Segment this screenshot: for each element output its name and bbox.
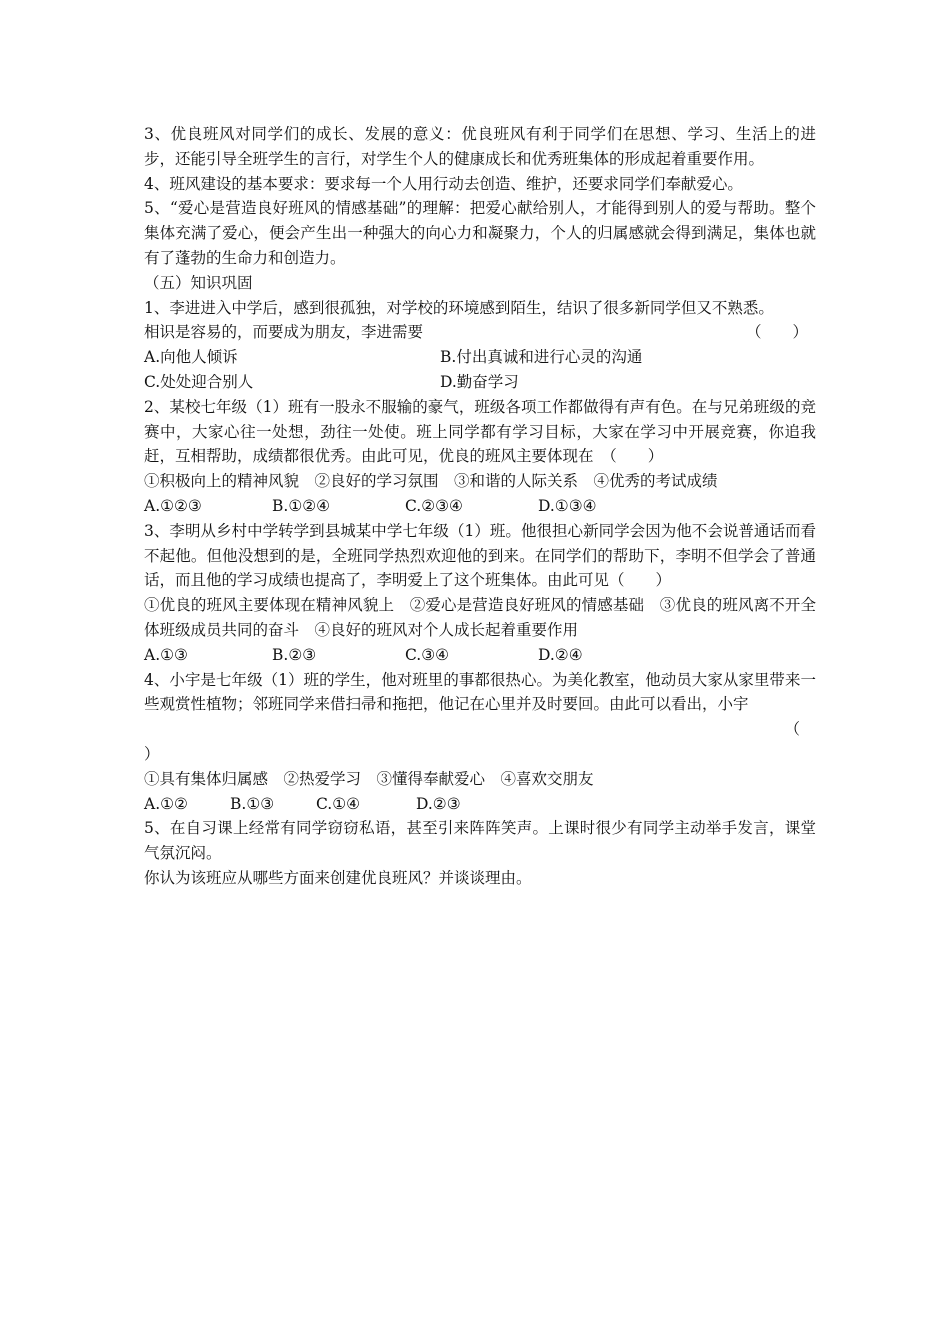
- q1-answer-paren: （ ）: [745, 323, 808, 342]
- document-body: [144, 122, 816, 891]
- q4-option-d: D.②③: [416, 794, 461, 813]
- q2-options: [144, 494, 816, 519]
- q2-option-d: D.①③④: [538, 496, 597, 515]
- q1-stem-line1: 1、李进进入中学后，感到很孤独，对学校的环境感到陌生，结识了很多新同学但又不熟悉。: [144, 298, 774, 317]
- q1-options-row1: [144, 345, 816, 370]
- q2-option-a: A.①②③: [144, 496, 202, 515]
- point-3: 3、优良班风对同学们的成长、发展的意义：优良班风有利于同学们在思想、学习、生活上的进步，还能引导全班学生的言行，对学生个人的健康成长和优秀班集体的形成起着重要作用。: [144, 125, 816, 168]
- q4-option-b: B.①③: [230, 794, 275, 813]
- q1-stem-text: 相识是容易的，而要成为朋友，李进需要: [144, 323, 424, 342]
- q1-stem-line2: [144, 320, 816, 345]
- q3-stem: 3、李明从乡村中学转学到县城某中学七年级（1）班。他很担心新同学会因为他不会说普通话而看不起他。但他没想到的是，全班同学热烈欢迎他的到来。在同学们的帮助下，李明不但学会了普通话，而且他的学习成绩也提高了，李明爱上了这个班集体。由此可见（ ）: [144, 521, 816, 590]
- q3-options: [144, 643, 816, 668]
- q2-stem: 2、某校七年级（1）班有一股永不服输的豪气，班级各项工作都做得有声有色。在与兄弟班级的竞赛中，大家心往一处想，劲往一处使。班上同学都有学习目标，大家在学习中开展竞赛，你追我赶，互相帮助，成绩都很优秀。由此可见，优良的班风主要体现在 （ ）: [144, 397, 816, 466]
- q4-paren-open: （: [784, 720, 800, 739]
- q1-option-b: B.付出真诚和进行心灵的沟通: [440, 348, 643, 367]
- q1-option-d: D.勤奋学习: [440, 372, 519, 391]
- q3-option-c: C.③④: [405, 645, 450, 664]
- q1-option-c: C.处处迎合别人: [144, 372, 254, 391]
- q1-option-a: A.向他人倾诉: [144, 348, 238, 367]
- q5-stem: 5、在自习课上经常有同学窃窃私语，甚至引来阵阵笑声。上课时很少有同学主动举手发言，课堂气氛沉闷。: [144, 819, 816, 863]
- point-5: 5、“爱心是营造良好班风的情感基础”的理解：把爱心献给别人，才能得到别人的爱与帮助。整个集体充满了爱心，便会产生出一种强大的向心力和凝聚力，个人的归属感就会得到满足，集体也就有了蓬勃的生命力和创造力。: [144, 199, 816, 267]
- q4-stem-text: 4、小宇是七年级（1）班的学生，他对班里的事都很热心。为美化教室，他动员大家从家里带来一些观赏性植物；邻班同学来借扫帚和拖把，他记在心里并及时要回。由此可以看出，小宇: [144, 670, 816, 714]
- q2-option-b: B.①②④: [272, 496, 331, 515]
- section-title: （五）知识巩固: [144, 273, 253, 292]
- q2-items: ①积极向上的精神风貌 ②良好的学习氛围 ③和谐的人际关系 ④优秀的考试成绩: [144, 472, 718, 491]
- q4-paren-close: ）: [144, 744, 160, 763]
- q4-stem: [144, 668, 816, 718]
- q4-option-a: A.①②: [144, 794, 188, 813]
- q4-option-c: C.①④: [316, 794, 361, 813]
- q3-items: ①优良的班风主要体现在精神风貌上 ②爱心是营造良好班风的情感基础 ③优良的班风离不开全体班级成员共同的奋斗 ④良好的班风对个人成长起着重要作用: [144, 596, 816, 639]
- q3-option-d: D.②④: [538, 645, 583, 664]
- q3-option-b: B.②③: [272, 645, 317, 664]
- q1-options-row2: [144, 370, 816, 395]
- q5-ask: 你认为该班应从哪些方面来创建优良班风？并谈谈理由。: [144, 868, 532, 887]
- q2-option-c: C.②③④: [405, 496, 463, 515]
- q4-items: ①具有集体归属感 ②热爱学习 ③懂得奉献爱心 ④喜欢交朋友: [144, 769, 594, 788]
- q3-option-a: A.①③: [144, 645, 188, 664]
- q4-paren-open-line: [144, 717, 816, 742]
- point-4: 4、班风建设的基本要求：要求每一个人用行动去创造、维护，还要求同学们奉献爱心。: [144, 174, 743, 193]
- q4-options: [144, 792, 816, 817]
